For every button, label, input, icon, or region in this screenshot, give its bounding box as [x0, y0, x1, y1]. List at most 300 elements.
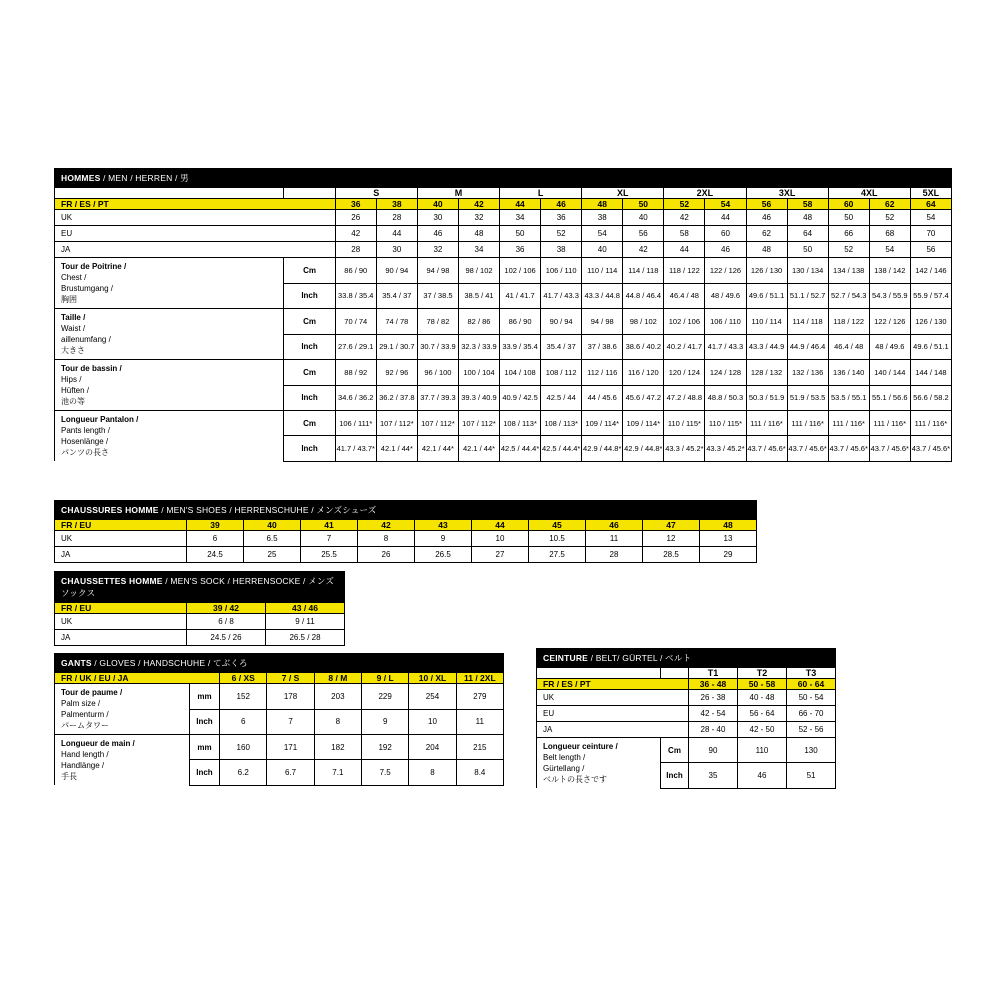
cell: 26 — [358, 547, 415, 563]
cell: 35.4 / 37 — [376, 283, 417, 309]
unit-label: Cm — [661, 738, 689, 763]
cell: 26 - 38 — [689, 690, 738, 706]
row-label-fr: FR / EU — [55, 520, 187, 531]
cell: 9 — [415, 531, 472, 547]
cell: 45.6 / 47.2 — [623, 385, 664, 411]
cell: 6.7 — [267, 760, 314, 785]
cell: 41.7 / 43.3 — [541, 283, 582, 309]
cell: 50 - 54 — [787, 690, 836, 706]
row-label: JA — [55, 242, 336, 258]
cell: 68 — [869, 226, 910, 242]
cell: 94 / 98 — [417, 258, 458, 284]
unit-label: Inch — [661, 763, 689, 788]
cell: 44.9 / 46.4 — [787, 334, 828, 360]
cell: 120 / 124 — [664, 360, 705, 386]
cell: 52 — [869, 210, 910, 226]
cell: 27.6 / 29.1 — [335, 334, 376, 360]
cell: 11 — [456, 709, 503, 735]
cell: 28 - 40 — [689, 722, 738, 738]
cell: 50 — [500, 226, 541, 242]
table-header-row — [55, 169, 952, 188]
cell: 42.5 / 44 — [541, 385, 582, 411]
cell: 90 — [689, 738, 738, 763]
cell: 58 — [664, 226, 705, 242]
cell: 52.7 / 54.3 — [828, 283, 869, 309]
cell: 43.3 / 45.2* — [664, 436, 705, 461]
unit-label: mm — [189, 735, 219, 760]
cell: 36 — [541, 210, 582, 226]
cell: 37.7 / 39.3 — [417, 385, 458, 411]
cell: 111 / 116* — [787, 411, 828, 436]
belt-table — [536, 648, 836, 789]
measure-row-cm — [55, 360, 952, 386]
fr-size: 48 — [700, 520, 757, 531]
fr-size: 48 — [582, 199, 623, 210]
cell: 110 / 114 — [582, 258, 623, 284]
fr-size-row — [55, 520, 757, 531]
cell: 112 / 116 — [582, 360, 623, 386]
unit-label: Inch — [284, 334, 335, 360]
cell: 102 / 106 — [500, 258, 541, 284]
cell: 52 — [541, 226, 582, 242]
cell: 50 — [828, 210, 869, 226]
size-group: 5XL — [910, 188, 951, 199]
cell: 48 / 49.6 — [869, 334, 910, 360]
cell: 6 — [187, 531, 244, 547]
cell: 6 / 8 — [187, 614, 266, 630]
cell: 54 — [582, 226, 623, 242]
cell: 106 / 110 — [541, 258, 582, 284]
fr-size: 40 — [244, 520, 301, 531]
cell: 110 / 114 — [746, 309, 787, 335]
fr-size: 43 — [415, 520, 472, 531]
cell: 24.5 / 26 — [187, 630, 266, 646]
cell: 34 — [458, 242, 499, 258]
cell: 60 — [705, 226, 746, 242]
cell: 35 — [689, 763, 738, 788]
cell: 25.5 — [301, 547, 358, 563]
cell: 27.5 — [529, 547, 586, 563]
table-header-row — [55, 654, 504, 673]
cell: 38.6 / 40.2 — [623, 334, 664, 360]
cell: 51.1 / 52.7 — [787, 283, 828, 309]
size-group: T2 — [738, 668, 787, 679]
cell: 114 / 118 — [787, 309, 828, 335]
cell: 144 / 148 — [910, 360, 951, 386]
cell: 74 / 78 — [376, 309, 417, 335]
cell: 49.6 / 51.1 — [746, 283, 787, 309]
row-label: UK — [55, 614, 187, 630]
cell: 118 / 122 — [828, 309, 869, 335]
cell: 10 — [409, 709, 456, 735]
cell: 178 — [267, 684, 314, 710]
cell: 182 — [314, 735, 361, 760]
cell: 41 / 41.7 — [500, 283, 541, 309]
cell: 40 — [623, 210, 664, 226]
cell: 38 — [541, 242, 582, 258]
cell: 54 — [869, 242, 910, 258]
cell: 8 — [358, 531, 415, 547]
measure-label: Longueur Pantalon / Pants length / Hosenlänge / パンツの長さ — [55, 411, 284, 462]
cell: 7.5 — [362, 760, 409, 785]
unit-label: Inch — [189, 760, 219, 785]
cell: 46.4 / 48 — [828, 334, 869, 360]
fr-size: 52 — [664, 199, 705, 210]
cell: 42.5 / 44.4* — [541, 436, 582, 461]
row-label-fr: FR / ES / PT — [537, 679, 689, 690]
cell: 47.2 / 48.8 — [664, 385, 705, 411]
cell: 32 — [417, 242, 458, 258]
fr-size: 50 - 58 — [738, 679, 787, 690]
fr-size: 46 — [541, 199, 582, 210]
cell: 106 / 110 — [705, 309, 746, 335]
cell: 55.9 / 57.4 — [910, 283, 951, 309]
cell: 50 — [787, 242, 828, 258]
cell: 111 / 116* — [746, 411, 787, 436]
cell: 122 / 126 — [705, 258, 746, 284]
cell: 40 — [582, 242, 623, 258]
cell: 138 / 142 — [869, 258, 910, 284]
cell: 9 / 11 — [266, 614, 345, 630]
cell: 8 — [314, 709, 361, 735]
table-row — [55, 531, 757, 547]
row-label: EU — [537, 706, 689, 722]
row-label: UK — [537, 690, 689, 706]
table-row — [55, 614, 345, 630]
table-header-row — [55, 572, 345, 603]
cell: 42 - 54 — [689, 706, 738, 722]
cell: 42.1 / 44* — [417, 436, 458, 461]
cell: 43.3 / 44.9 — [746, 334, 787, 360]
table-row — [55, 226, 952, 242]
cell: 50.3 / 51.9 — [746, 385, 787, 411]
measure-row-cm — [55, 258, 952, 284]
fr-size: 56 — [746, 199, 787, 210]
cell: 90 / 94 — [376, 258, 417, 284]
cell: 34.6 / 36.2 — [335, 385, 376, 411]
cell: 110 / 115* — [664, 411, 705, 436]
measure-label: Tour de Poitrine / Chest / Brustumgang / 胸囲 — [55, 258, 284, 309]
cell: 10 — [472, 531, 529, 547]
cell: 132 / 136 — [787, 360, 828, 386]
fr-size: 58 — [787, 199, 828, 210]
cell: 43.7 / 45.6* — [746, 436, 787, 461]
cell: 40 - 48 — [738, 690, 787, 706]
cell: 140 / 144 — [869, 360, 910, 386]
fr-size: 42 — [458, 199, 499, 210]
cell: 82 / 86 — [458, 309, 499, 335]
cell: 40.9 / 42.5 — [500, 385, 541, 411]
cell: 126 / 130 — [910, 309, 951, 335]
cell: 111 / 116* — [869, 411, 910, 436]
cell: 107 / 112* — [376, 411, 417, 436]
cell: 51 — [787, 763, 836, 788]
cell: 215 — [456, 735, 503, 760]
cell: 46 — [738, 763, 787, 788]
cell: 48 — [746, 242, 787, 258]
cell: 30 — [376, 242, 417, 258]
row-label-fr: FR / EU — [55, 603, 187, 614]
cell: 136 / 140 — [828, 360, 869, 386]
cell: 49.6 / 51.1 — [910, 334, 951, 360]
cell: 114 / 118 — [623, 258, 664, 284]
fr-size: 36 — [335, 199, 376, 210]
cell: 116 / 120 — [623, 360, 664, 386]
cell: 36 — [500, 242, 541, 258]
cell: 32 — [458, 210, 499, 226]
cell: 42.5 / 44.4* — [500, 436, 541, 461]
cell: 44 / 45.6 — [582, 385, 623, 411]
cell: 34 — [500, 210, 541, 226]
cell: 28 — [376, 210, 417, 226]
measure-row-cm — [55, 309, 952, 335]
row-label: EU — [55, 226, 336, 242]
measure-row-cm — [55, 411, 952, 436]
cell: 98 / 102 — [623, 309, 664, 335]
cell: 8 — [409, 760, 456, 785]
size-group-row — [537, 668, 836, 679]
fr-size: 42 — [358, 520, 415, 531]
cell: 56 — [623, 226, 664, 242]
size-group: M — [417, 188, 499, 199]
fr-size: 44 — [472, 520, 529, 531]
unit-label: Cm — [284, 309, 335, 335]
cell: 110 / 115* — [705, 411, 746, 436]
cell: 171 — [267, 735, 314, 760]
cell: 11 — [586, 531, 643, 547]
fr-size: 46 — [586, 520, 643, 531]
cell: 42.1 / 44* — [458, 436, 499, 461]
cell: 92 / 96 — [376, 360, 417, 386]
cell: 78 / 82 — [417, 309, 458, 335]
cell: 38 — [582, 210, 623, 226]
cell: 98 / 102 — [458, 258, 499, 284]
cell: 64 — [787, 226, 828, 242]
unit-label: Inch — [284, 385, 335, 411]
cell: 7 — [301, 531, 358, 547]
cell: 33.8 / 35.4 — [335, 283, 376, 309]
cell: 104 / 108 — [500, 360, 541, 386]
fr-size: 38 — [376, 199, 417, 210]
cell: 70 — [910, 226, 951, 242]
measure-label: Tour de paume / Palm size / Palmenturm / パームタワー — [55, 684, 190, 735]
cell: 107 / 112* — [458, 411, 499, 436]
cell: 36.2 / 37.8 — [376, 385, 417, 411]
cell: 118 / 122 — [664, 258, 705, 284]
cell: 128 / 132 — [746, 360, 787, 386]
cell: 38.5 / 41 — [458, 283, 499, 309]
fr-size: 39 — [187, 520, 244, 531]
cell: 26.5 / 28 — [266, 630, 345, 646]
section-title-socks: CHAUSSETTES HOMME / MEN'S SOCK / HERRENSOCKE / メンズソックス — [55, 572, 345, 603]
fr-size: 6 / XS — [220, 673, 267, 684]
cell: 229 — [362, 684, 409, 710]
fr-size: 60 — [828, 199, 869, 210]
cell: 48 — [458, 226, 499, 242]
fr-size: 11 / 2XL — [456, 673, 503, 684]
cell: 142 / 146 — [910, 258, 951, 284]
cell: 111 / 116* — [910, 411, 951, 436]
measure-label: Taille / Waist / aillenumfang / 大きさ — [55, 309, 284, 360]
cell: 96 / 100 — [417, 360, 458, 386]
cell: 44 — [664, 242, 705, 258]
size-group: L — [500, 188, 582, 199]
cell: 48.8 / 50.3 — [705, 385, 746, 411]
cell: 27 — [472, 547, 529, 563]
cell: 56 — [910, 242, 951, 258]
cell: 90 / 94 — [541, 309, 582, 335]
cell: 32.3 / 33.9 — [458, 334, 499, 360]
size-group: S — [335, 188, 417, 199]
fr-size: 9 / L — [362, 673, 409, 684]
fr-size-row — [55, 199, 952, 210]
cell: 109 / 114* — [623, 411, 664, 436]
cell: 25 — [244, 547, 301, 563]
row-label-fr: FR / UK / EU / JA — [55, 673, 220, 684]
size-group-row — [55, 188, 952, 199]
cell: 46.4 / 48 — [664, 283, 705, 309]
row-label: UK — [55, 531, 187, 547]
cell: 39.3 / 40.9 — [458, 385, 499, 411]
cell: 86 / 90 — [500, 309, 541, 335]
cell: 46 — [746, 210, 787, 226]
size-group: XL — [582, 188, 664, 199]
cell: 7 — [267, 709, 314, 735]
cell: 109 / 114* — [582, 411, 623, 436]
cell: 86 / 90 — [335, 258, 376, 284]
measure-label: Longueur ceinture / Belt length / Gürtellang / ベルトの長さです — [537, 738, 661, 789]
size-group: 3XL — [746, 188, 828, 199]
fr-size: 36 - 48 — [689, 679, 738, 690]
cell: 30 — [417, 210, 458, 226]
unit-label: Cm — [284, 258, 335, 284]
mens-size-table — [54, 168, 952, 462]
table-row — [537, 690, 836, 706]
cell: 54.3 / 55.9 — [869, 283, 910, 309]
fr-size: 8 / M — [314, 673, 361, 684]
cell: 124 / 128 — [705, 360, 746, 386]
cell: 110 — [738, 738, 787, 763]
cell: 37 / 38.5 — [417, 283, 458, 309]
cell: 6 — [220, 709, 267, 735]
fr-size: 7 / S — [267, 673, 314, 684]
cell: 43.3 / 44.8 — [582, 283, 623, 309]
fr-size: 41 — [301, 520, 358, 531]
fr-size-row — [55, 673, 504, 684]
section-title-belt: CEINTURE / BELT/ GÜRTEL / ベルト — [537, 649, 836, 668]
cell: 43.7 / 45.6* — [828, 436, 869, 461]
cell: 30.7 / 33.9 — [417, 334, 458, 360]
cell: 33.9 / 35.4 — [500, 334, 541, 360]
cell: 35.4 / 37 — [541, 334, 582, 360]
cell: 70 / 74 — [335, 309, 376, 335]
cell: 43.7 / 45.6* — [910, 436, 951, 461]
cell: 6.5 — [244, 531, 301, 547]
cell: 37 / 38.6 — [582, 334, 623, 360]
cell: 62 — [746, 226, 787, 242]
cell: 66 - 70 — [787, 706, 836, 722]
table-row — [537, 706, 836, 722]
cell: 56.6 / 58.2 — [910, 385, 951, 411]
table-row — [537, 722, 836, 738]
cell: 54 — [910, 210, 951, 226]
cell: 88 / 92 — [335, 360, 376, 386]
cell: 160 — [220, 735, 267, 760]
cell: 42.9 / 44.8* — [582, 436, 623, 461]
measure-row-mm — [55, 684, 504, 710]
fr-size-row — [55, 603, 345, 614]
section-title-gloves: GANTS / GLOVES / HANDSCHUHE / てぶくろ — [55, 654, 504, 673]
cell: 42 - 50 — [738, 722, 787, 738]
cell: 152 — [220, 684, 267, 710]
cell: 28 — [335, 242, 376, 258]
fr-size: 60 - 64 — [787, 679, 836, 690]
section-title-men: HOMMES / MEN / HERREN / 男 — [55, 169, 952, 188]
cell: 254 — [409, 684, 456, 710]
cell: 130 / 134 — [787, 258, 828, 284]
unit-label: Inch — [189, 709, 219, 735]
cell: 108 / 112 — [541, 360, 582, 386]
cell: 26.5 — [415, 547, 472, 563]
cell: 55.1 / 56.6 — [869, 385, 910, 411]
cell: 130 — [787, 738, 836, 763]
cell: 26 — [335, 210, 376, 226]
cell: 10.5 — [529, 531, 586, 547]
mens-socks-table — [54, 571, 345, 646]
fr-size: 64 — [910, 199, 951, 210]
cell: 48 — [787, 210, 828, 226]
cell: 42 — [335, 226, 376, 242]
cell: 9 — [362, 709, 409, 735]
measure-row-cm — [537, 738, 836, 763]
cell: 100 / 104 — [458, 360, 499, 386]
fr-size: 45 — [529, 520, 586, 531]
cell: 44.8 / 46.4 — [623, 283, 664, 309]
table-header-row — [55, 501, 757, 520]
fr-size: 40 — [417, 199, 458, 210]
cell: 53.5 / 55.1 — [828, 385, 869, 411]
table-row — [55, 630, 345, 646]
cell: 48 / 49.6 — [705, 283, 746, 309]
section-title-shoes: CHAUSSURES HOMME / MEN'S SHOES / HERRENSCHUHE / メンズシューズ — [55, 501, 757, 520]
cell: 108 / 113* — [541, 411, 582, 436]
mens-shoes-table — [54, 500, 757, 563]
measure-label: Longueur de main / Hand length / Handlänge / 手長 — [55, 735, 190, 786]
row-label: JA — [55, 547, 187, 563]
cell: 42.1 / 44* — [376, 436, 417, 461]
size-group: 4XL — [828, 188, 910, 199]
cell: 40.2 / 41.7 — [664, 334, 705, 360]
cell: 28.5 — [643, 547, 700, 563]
cell: 108 / 113* — [500, 411, 541, 436]
cell: 279 — [456, 684, 503, 710]
unit-label: mm — [189, 684, 219, 710]
fr-size: 50 — [623, 199, 664, 210]
cell: 12 — [643, 531, 700, 547]
fr-size: 10 / XL — [409, 673, 456, 684]
cell: 126 / 130 — [746, 258, 787, 284]
size-group: T3 — [787, 668, 836, 679]
cell: 42 — [664, 210, 705, 226]
cell: 6.2 — [220, 760, 267, 785]
size-group: T1 — [689, 668, 738, 679]
cell: 42.9 / 44.8* — [623, 436, 664, 461]
cell: 52 - 56 — [787, 722, 836, 738]
cell: 46 — [705, 242, 746, 258]
fr-size: 54 — [705, 199, 746, 210]
fr-size: 47 — [643, 520, 700, 531]
cell: 102 / 106 — [664, 309, 705, 335]
